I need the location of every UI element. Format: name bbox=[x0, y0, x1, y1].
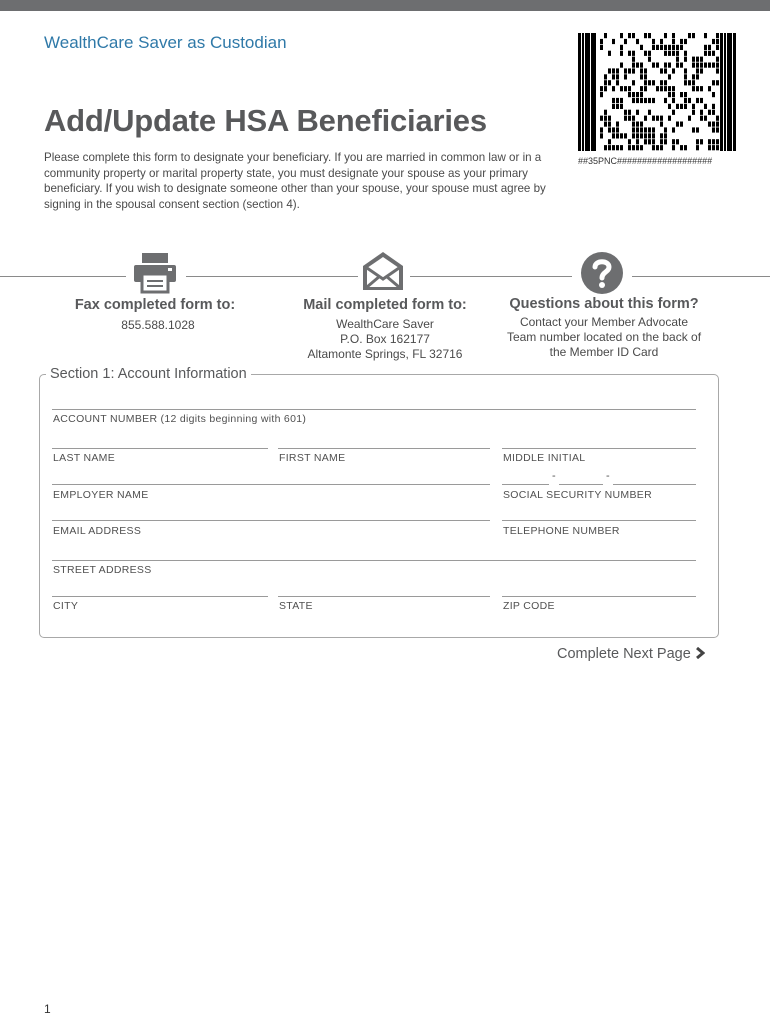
ssn-part2-input[interactable] bbox=[559, 484, 603, 485]
complete-next-page-label: Complete Next Page bbox=[557, 646, 691, 662]
top-bar bbox=[0, 0, 770, 11]
section-title: Section 1: Account Information bbox=[46, 366, 251, 382]
chevron-right-icon bbox=[695, 647, 705, 659]
email-label: EMAIL ADDRESS bbox=[53, 525, 142, 537]
zip-code-input[interactable] bbox=[502, 596, 696, 597]
employer-name-label: EMPLOYER NAME bbox=[53, 489, 149, 501]
page-title: Add/Update HSA Beneficiaries bbox=[44, 103, 487, 138]
barcode-image bbox=[578, 33, 736, 151]
printer-icon bbox=[133, 252, 177, 294]
state-input[interactable] bbox=[278, 596, 490, 597]
city-label: CITY bbox=[53, 600, 79, 612]
last-name-input[interactable] bbox=[52, 448, 268, 449]
mail-line: Altamonte Springs, FL 32716 bbox=[307, 347, 463, 361]
middle-initial-label: MIDDLE INITIAL bbox=[503, 452, 586, 464]
barcode-text: ##35PNC################### bbox=[578, 156, 713, 166]
telephone-label: TELEPHONE NUMBER bbox=[503, 525, 620, 537]
mail-line: P.O. Box 162177 bbox=[340, 332, 430, 346]
last-name-label: LAST NAME bbox=[53, 452, 116, 464]
divider-line bbox=[410, 276, 572, 277]
question-icon bbox=[580, 251, 624, 295]
fax-number: 855.588.1028 bbox=[121, 318, 195, 332]
intro-paragraph: Please complete this form to designate your beneficiary. If you are married in common law or in a community property or marital property state, you must designate your spouse as your primary beneficiary. If you wish to designate someone other than your spouse, your spouse must agree by signing in the spousal consent section (section 4). bbox=[44, 151, 546, 211]
questions-line: Team number located on the back of bbox=[506, 330, 702, 344]
ssn-separator: - bbox=[552, 470, 556, 482]
brand-name: WealthCare Saver as Custodian bbox=[44, 33, 287, 52]
page-number: 1 bbox=[44, 1002, 51, 1016]
questions-line: Contact your Member Advocate bbox=[519, 315, 689, 329]
first-name-input[interactable] bbox=[278, 448, 490, 449]
divider-line bbox=[186, 276, 358, 277]
middle-initial-input[interactable] bbox=[502, 448, 696, 449]
email-input[interactable] bbox=[52, 520, 490, 521]
questions-line: the Member ID Card bbox=[549, 345, 659, 359]
account-number-input[interactable] bbox=[52, 409, 696, 410]
divider-line bbox=[0, 276, 126, 277]
first-name-label: FIRST NAME bbox=[279, 452, 346, 464]
mail-line: WealthCare Saver bbox=[336, 317, 434, 331]
ssn-part1-input[interactable] bbox=[502, 484, 549, 485]
street-address-input[interactable] bbox=[52, 560, 696, 561]
account-number-label: ACCOUNT NUMBER (12 digits beginning with 601) bbox=[53, 413, 307, 425]
employer-name-input[interactable] bbox=[52, 484, 490, 485]
city-input[interactable] bbox=[52, 596, 268, 597]
fax-heading: Fax completed form to: bbox=[74, 297, 236, 313]
complete-next-page-link[interactable] bbox=[557, 646, 705, 662]
state-label: STATE bbox=[279, 600, 313, 612]
divider-line bbox=[632, 276, 770, 277]
ssn-part3-input[interactable] bbox=[613, 484, 696, 485]
telephone-input[interactable] bbox=[502, 520, 696, 521]
envelope-icon bbox=[361, 250, 405, 292]
ssn-separator: - bbox=[606, 470, 610, 482]
street-address-label: STREET ADDRESS bbox=[53, 564, 152, 576]
mail-heading: Mail completed form to: bbox=[303, 297, 467, 313]
ssn-label: SOCIAL SECURITY NUMBER bbox=[503, 489, 652, 501]
questions-heading: Questions about this form? bbox=[509, 296, 699, 312]
zip-code-label: ZIP CODE bbox=[503, 600, 555, 612]
